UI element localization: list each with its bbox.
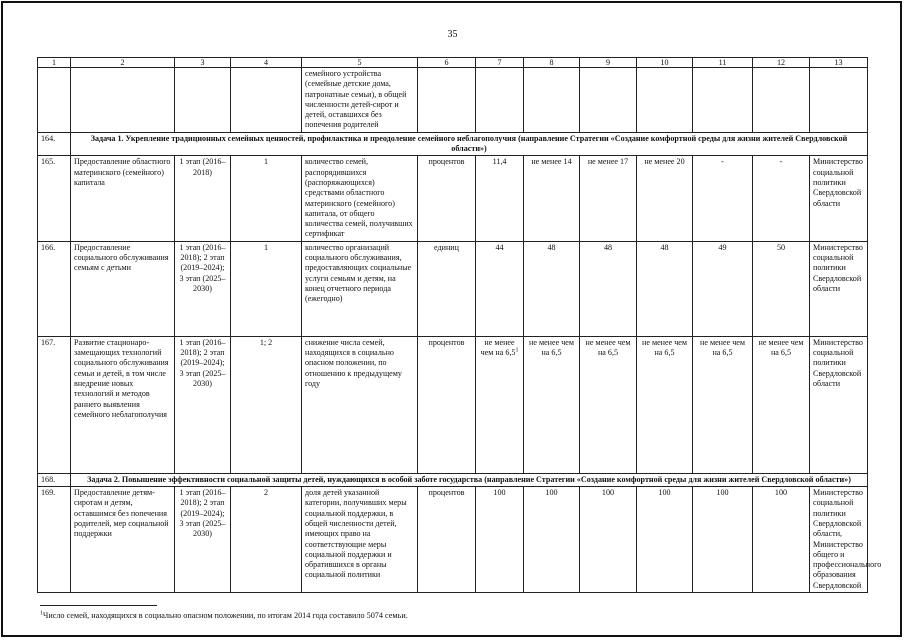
measure-name: Развитие стационаро-замещающих технологий социального обслуживания семьи и детей, в том числе внедрение новых технологий и методов раннего выявления семейного неблагополучия: [71, 336, 175, 473]
stage-cell: 1 этап (2016–2018); 2 этап (2019–2024); 3 этап (2025–2030): [175, 241, 231, 336]
footnote-ref: 1: [515, 347, 519, 354]
indicator-cell: снижение числа семей, находящихся в социально опасном положении, по отношению к предыдущему году: [302, 336, 418, 473]
footnote-mark: 1: [40, 610, 43, 617]
value-cell: 11,4: [476, 156, 524, 241]
row-number: 168.: [38, 473, 71, 486]
value-cell: не менее чем на 6,5: [693, 336, 753, 473]
col-header: 8: [524, 58, 580, 68]
indicator-cell: доля детей указанной категории, получивших меры социальной поддержки, в общей численности детей, имеющих право на соответствующие меры социальной поддержки и обратившихся в органы социальной политики: [302, 487, 418, 593]
indicator-cell: семейного устройства (семейные детские дома, патронатные семьи), в общей численности детей-сирот и детей, оставшихся без попечения родителей: [302, 68, 418, 133]
executor-cell: Министерство социальной политики Свердловской области: [810, 241, 868, 336]
col-header: 5: [302, 58, 418, 68]
value-text: не менее чем на 6,5: [480, 337, 516, 358]
value-cell: -: [693, 156, 753, 241]
link-cell: 1; 2: [231, 336, 302, 473]
value-cell: -: [753, 156, 810, 241]
value-cell: 49: [693, 241, 753, 336]
executor-cell: Министерство социальной политики Свердловской области, Министерство общего и профессионального образования Свердловской: [810, 487, 868, 593]
col-header: 4: [231, 58, 302, 68]
table-row-continuation: [38, 68, 868, 133]
value-cell: не менее 14: [524, 156, 580, 241]
value-cell: не менее 17: [580, 156, 637, 241]
table-row: [38, 487, 868, 593]
col-header: 6: [418, 58, 476, 68]
value-cell: 48: [524, 241, 580, 336]
indicator-cell: количество семей, распорядившихся (распоряжающихся) средствами областного материнского (семейного) капитала, от общего количества семей, получивших сертификат: [302, 156, 418, 241]
col-header: 1: [38, 58, 71, 68]
col-header: 3: [175, 58, 231, 68]
unit-cell: единиц: [418, 241, 476, 336]
value-cell: не менее 20: [637, 156, 693, 241]
value-cell: не менее чем на 6,5: [580, 336, 637, 473]
table-row: [38, 241, 868, 336]
col-header: 10: [637, 58, 693, 68]
col-header: 9: [580, 58, 637, 68]
task-title: Задача 2. Повышение эффективности социальной защиты детей, нуждающихся в особой заботе государства (направление Стратегии «Создание комфортной среды для жизни жителей Свердловской области»): [71, 473, 868, 486]
executor-cell: Министерство социальной политики Свердловской области: [810, 336, 868, 473]
footnote: [40, 611, 408, 620]
task-title: Задача 1. Укрепление традиционных семейных ценностей, профилактика и преодоление семейного неблагополучия (направление Стратегии «Создание комфортной среды для жизни жителей Свердловской области»): [71, 132, 868, 156]
stage-cell: 1 этап (2016–2018); 2 этап (2019–2024); 3 этап (2025–2030): [175, 487, 231, 593]
value-cell: [476, 336, 524, 473]
value-cell: 44: [476, 241, 524, 336]
unit-cell: процентов: [418, 487, 476, 593]
col-header: 12: [753, 58, 810, 68]
col-header: 7: [476, 58, 524, 68]
measure-name: Предоставление областного материнского (семейного) капитала: [71, 156, 175, 241]
value-cell: 100: [524, 487, 580, 593]
link-cell: 2: [231, 487, 302, 593]
executor-cell: Министерство социальной политики Свердловской области: [810, 156, 868, 241]
col-header: 11: [693, 58, 753, 68]
value-cell: 48: [580, 241, 637, 336]
unit-cell: процентов: [418, 156, 476, 241]
row-number: 167.: [38, 336, 71, 473]
value-cell: 100: [476, 487, 524, 593]
row-number: 169.: [38, 487, 71, 593]
col-header: 13: [810, 58, 868, 68]
value-cell: 100: [580, 487, 637, 593]
task-row: [38, 473, 868, 486]
value-cell: 100: [693, 487, 753, 593]
row-number: 164.: [38, 132, 71, 156]
table-row: [38, 336, 868, 473]
col-header: 2: [71, 58, 175, 68]
link-cell: 1: [231, 156, 302, 241]
task-row: [38, 132, 868, 156]
row-number: 166.: [38, 241, 71, 336]
table-row: [38, 156, 868, 241]
column-numbers-row: [38, 58, 868, 68]
stage-cell: 1 этап (2016–2018); 2 этап (2019–2024); 3 этап (2025–2030): [175, 336, 231, 473]
measure-name: Предоставление социального обслуживания семьям с детьми: [71, 241, 175, 336]
value-cell: 48: [637, 241, 693, 336]
link-cell: 1: [231, 241, 302, 336]
value-cell: не менее чем на 6,5: [524, 336, 580, 473]
value-cell: 100: [753, 487, 810, 593]
value-cell: 100: [637, 487, 693, 593]
indicator-cell: количество организаций социального обслуживания, предоставляющих социальные услуги семьям и детям, на конец отчетного периода (ежегодно): [302, 241, 418, 336]
footnote-text: Число семей, находящихся в социально опасном положении, по итогам 2014 года составило 5074 семьи.: [43, 611, 408, 620]
footnote-separator: [40, 605, 157, 606]
stage-cell: 1 этап (2016–2018): [175, 156, 231, 241]
row-number: 165.: [38, 156, 71, 241]
value-cell: не менее чем на 6,5: [637, 336, 693, 473]
value-cell: не менее чем на 6,5: [753, 336, 810, 473]
value-cell: 50: [753, 241, 810, 336]
strategy-table: [37, 57, 882, 593]
unit-cell: процентов: [418, 336, 476, 473]
measure-name: Предоставление детям-сиротам и детям, оставшимся без попечения родителей, мер социальной поддержки: [71, 487, 175, 593]
page-number: 35: [447, 29, 458, 40]
